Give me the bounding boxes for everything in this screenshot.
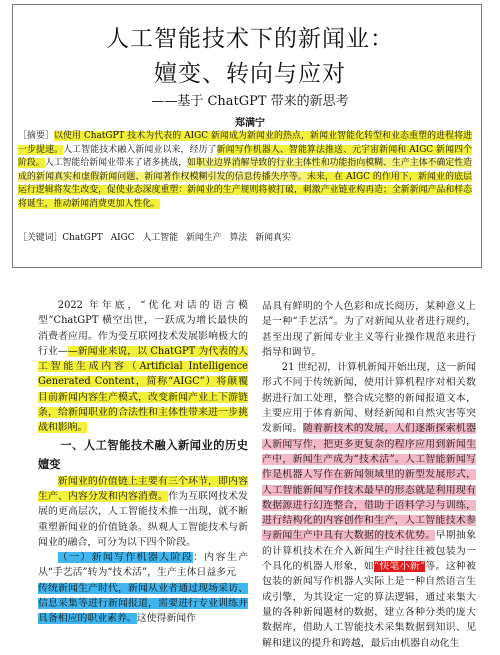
value-chain-highlight: 新闻业的价值链上主要有三个环节，即内容生产、内容分发和内容消费。	[38, 475, 248, 502]
abstract-highlight-2: 新闻写作机器人、智能算法推送、元宇宙新闻和 AIGC 新闻四个阶段。	[18, 144, 473, 169]
robot-name-highlight: “快笔小新”	[373, 561, 426, 573]
keyword: 人工智能	[142, 233, 179, 243]
paragraph-robot-stage	[38, 550, 248, 626]
computer-news-highlight-2: 人工智能新闻写作是机器人写作在新闻领域里的新型发展形式，人工智能新闻写作技术最早的形态就是利用现有数据源进行幻连整合，借助于语料学习与训练，进行结构化的内容创作和生产，人工智能技术参与新闻生产中具有大数据的技术优势。	[262, 453, 476, 542]
computer-news-text-2: 早期抽象的计算机技术在介入新闻生产时往往被包装为一个具化的机器人形象，如	[262, 530, 476, 573]
abstract	[18, 130, 472, 212]
computer-news-text: 21 世纪初，计算机新闻开始出现，这一新闻形式不同于传统新闻，使用计算机程序对相关数据进行加工处理，整合成完整的新闻报道文本，主要应用于体育新闻、财经新闻和自然灾害等突发新闻。	[262, 362, 476, 435]
right-column	[262, 299, 476, 651]
left-column	[38, 298, 248, 627]
computer-news-text-3: 等。这种被包装的新闻写作机器人实际上是一种自然语言生成引擎，为其设定一定的算法逻辑，通过来集大量的各种新闻题材的数据，建立各种分类的庞大数据库，借助人工智能技术采集数据到知识、见解和建议的提升和跨越，最后由机器自动化生	[262, 561, 476, 649]
paragraph-intro	[38, 298, 248, 436]
keyword: ChatGPT	[62, 233, 103, 243]
intro-text: 2022 年年底，“优化对话的语言模型”ChatGPT 横空出世，一跃成为增长最快的消费者应用。作为受互联网技术发展影响极大的行业—	[38, 300, 248, 357]
keyword: 算法	[229, 233, 248, 243]
value-chain-text: 作为互联网技术发展的更高层次，人工智能技术推一出现，就不断重塑新闻业的价值链条。纵观人工智能技术与新闻业的融合，可分为以下四个阶段。	[38, 490, 248, 548]
section-heading: 一、人工智能技术融入新闻业的历史嬗变	[38, 438, 248, 471]
title-line-2: 嬗变、转向与应对	[154, 61, 346, 87]
abstract-text-1: 人工智能技术融入新闻业以来，经历了	[63, 144, 217, 155]
abstract-highlight-4: 未来，在 AIGC 的作用下，新闻业的底层运行逻辑将发生改变，促使业态深度重塑：新闻业的生产规则将被打破，刺激产业链亚构再造；全新新闻产品和样态将诞生，推动新闻消费更加人性化。	[18, 171, 473, 209]
title-line-1: 人工智能技术下的新闻业：	[106, 26, 394, 52]
keyword: AIGC	[110, 233, 135, 243]
keyword: 新闻生产	[186, 233, 222, 243]
abstract-highlight-3: 如职业边界消解导致的行业主体性和功能指向模糊、生产主体不确定性造成的新闻真实和虚假新闻问题、新闻著作权模糊引发的信息传播失序等。	[18, 158, 473, 182]
abstract-highlight-1: 以使用 ChatGPT 技术为代表的 AIGC 新闻成为新闻业的热点，新闻业智能化转型和业态重塑的进程将进一步提速。	[18, 131, 473, 155]
subtitle: ——基于 ChatGPT 带来的新思考	[151, 94, 349, 109]
keyword: 新闻真实	[255, 233, 291, 243]
abstract-text-2: 人工智能给新闻业带来了诸多挑战，	[44, 158, 188, 169]
author: 郑满宁	[235, 118, 265, 129]
abstract-label: ［摘要］	[18, 131, 55, 141]
computer-news-highlight-1: 随着新技术的发展，人们逐渐探索机器人新闻写作，把更多更复杂的程序应用到新闻生产中，新闻生产成为“技术活”。	[262, 423, 476, 465]
intro-highlight: —新闻业来说，以 ChatGPT 为代表的人工智能生成内容（Artificial Intelligence Generated Content，简称“AIGC”）将颠覆目前新闻内容生产模式，改变新闻产业上下游链条，给新闻职业的合法性和主体性带来进一步挑战和影响。	[38, 345, 248, 434]
robot-stage-highlight: 传统新闻生产时代，新闻从业者通过现场采访、信息采集等进行新闻报道，需要进行专业训练并具备相应的职业素养。	[38, 582, 248, 625]
paragraph-value-chain	[38, 474, 248, 550]
paragraph-continued: 品具有鲜明的个人色彩和成长阅历，某种意义上是一种“手艺活”。为了对新闻从业者进行规约，甚至出现了新闻专业主义等行业操作规范来进行指导和调节。	[262, 301, 476, 358]
keywords-label: ［关键词］	[18, 233, 63, 243]
robot-stage-text: 这使得新闻作	[136, 613, 197, 625]
robot-stage-heading-text: ：内容生产从“手艺活”转为“技术活”，生产主体日益多元	[38, 552, 248, 579]
robot-stage-heading-highlight: （一）新闻写作机器人阶段	[57, 552, 194, 564]
keywords	[18, 232, 472, 245]
paragraph-computer-news	[262, 360, 476, 651]
